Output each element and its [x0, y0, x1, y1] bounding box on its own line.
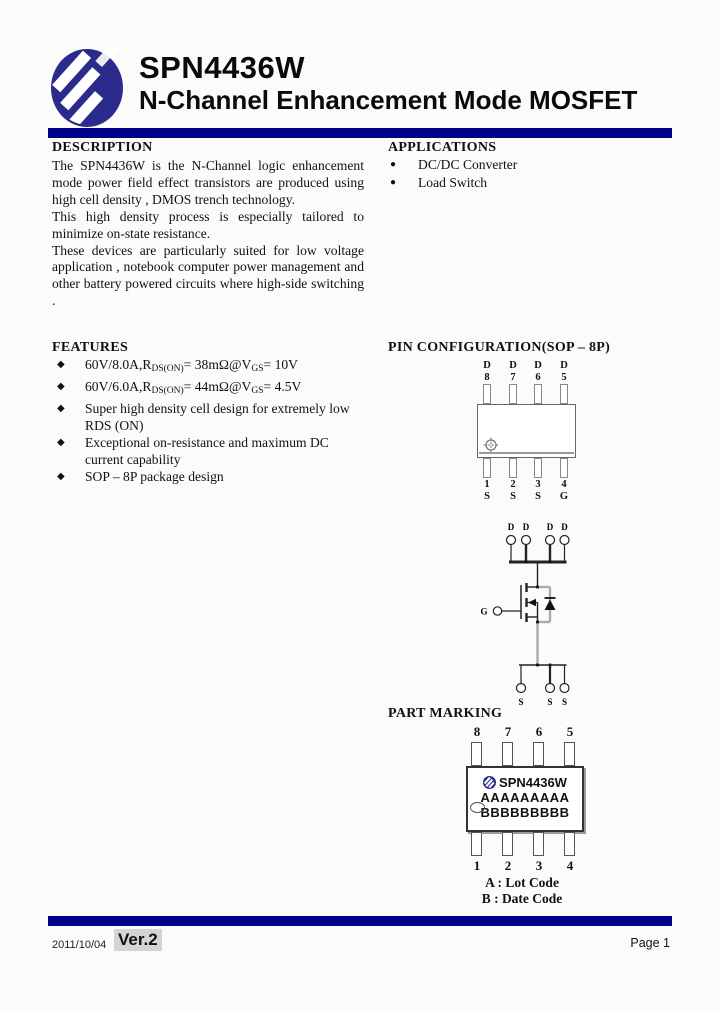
footer-divider-bar [48, 916, 672, 926]
feature-label: Super high density cell design for extremely low RDS (ON) [85, 401, 350, 433]
description-paragraph: These devices are particularly suited for low voltage application , notebook computer power management and other battery powered circuits where high-side switching . [52, 242, 364, 309]
legend-date-code: B : Date Code [481, 891, 563, 906]
pin-stub [560, 458, 568, 478]
circle-bullet-icon: ● [390, 159, 397, 170]
legend-lot-code: A : Lot Code [485, 875, 559, 890]
svg-text:S: S [547, 697, 553, 707]
marking-logo-icon [483, 776, 496, 789]
pin-label: S [510, 491, 516, 502]
pin-number: 7 [504, 724, 512, 739]
pin-number: 1 [484, 479, 490, 490]
svg-text:S: S [561, 697, 568, 707]
pin-number: 2 [510, 479, 516, 490]
pin-label: D [483, 360, 491, 371]
diamond-bullet-icon: ◆ [57, 437, 65, 448]
pin-number: 6 [535, 372, 541, 383]
diamond-bullet-icon: ◆ [57, 381, 65, 392]
feature-item [52, 356, 367, 378]
pin-stub [509, 458, 517, 478]
svg-text:D: D [507, 522, 515, 532]
description-paragraph: The SPN4436W is the N-Channel logic enhancement mode power field effect transistors are produced using high cell density , DMOS trench technology. [52, 158, 364, 207]
footer-date: 2011/10/04 [52, 939, 107, 951]
diamond-bullet-icon: ◆ [57, 471, 65, 482]
pin-number: 4 [566, 858, 574, 873]
application-label: DC/DC Converter [418, 157, 518, 172]
feature-item [52, 400, 367, 434]
pin-label: D [560, 360, 568, 371]
pin-label: G [559, 491, 569, 502]
feature-label: SOP – 8P package design [85, 469, 224, 484]
pin-stub [564, 742, 575, 766]
svg-text:G: G [480, 606, 488, 617]
diamond-bullet-icon: ◆ [57, 359, 65, 370]
pin-label: D [534, 360, 542, 371]
diamond-bullet-icon: ◆ [57, 403, 65, 414]
marking-lot-code-row: AAAAAAAAA [480, 790, 570, 805]
pin-stub [534, 384, 542, 404]
pin-label: S [535, 491, 541, 502]
description-body [52, 158, 364, 310]
pin-stub [564, 832, 575, 856]
application-item [390, 156, 670, 174]
pin-number: 8 [473, 724, 481, 739]
pin-number: 3 [535, 479, 541, 490]
svg-text:D: D [522, 522, 530, 532]
company-logo-icon [50, 48, 124, 128]
header-divider-bar [48, 128, 672, 138]
svg-text:D: D [546, 522, 554, 532]
pin-stub [502, 832, 513, 856]
description-paragraph: This high density process is especially tailored to minimize on-state resistance. [52, 208, 364, 241]
pin-stub [509, 384, 517, 404]
pin-stub [471, 742, 482, 766]
features-heading: FEATURES [52, 340, 129, 355]
feature-label: Exceptional on-resistance and maximum DC current capability [85, 435, 329, 467]
pin-number: 5 [566, 724, 574, 739]
pin-stub [533, 742, 544, 766]
feature-label: $60V/8.0A,R_{DS(ON)}=$ $38m\Omega@V_{GS}= 10V$ [85, 357, 298, 374]
applications-heading: APPLICATIONS [388, 140, 497, 155]
mosfet-schematic [440, 512, 690, 710]
svg-text:S: S [518, 697, 524, 707]
pin-stub [471, 832, 482, 856]
feature-item [52, 434, 367, 468]
pin-number: 7 [510, 372, 516, 383]
pin-number: 1 [473, 858, 481, 873]
part-marking-heading: PART MARKING [388, 706, 503, 721]
pin1-crosshair-icon [483, 437, 499, 453]
pin-number: 8 [484, 372, 490, 383]
pin-number: 3 [535, 858, 543, 873]
features-list [52, 356, 367, 485]
pin-label: D [509, 360, 517, 371]
pin-number: 5 [561, 372, 567, 383]
pin-stub [483, 384, 491, 404]
pin-number: 6 [535, 724, 543, 739]
pin1-dimple-icon [470, 802, 485, 813]
application-item [390, 174, 670, 192]
feature-item [52, 378, 367, 400]
pin-stub [533, 832, 544, 856]
marking-date-code-row: BBBBBBBBB [480, 805, 570, 820]
marking-line1 [483, 775, 567, 790]
footer-page-number: Page 1 [630, 936, 670, 950]
page-title-part-number: SPN4436W [139, 50, 305, 85]
pin-stub [502, 742, 513, 766]
feature-label: $60V/6.0A,R_{DS(ON)}=$ $44m\Omega@V_{GS}= 4.5V$ [85, 379, 302, 396]
package-body [466, 766, 584, 832]
application-label: Load Switch [418, 174, 488, 190]
applications-list [390, 156, 670, 191]
description-heading: DESCRIPTION [52, 140, 153, 155]
pin-label: S [484, 491, 490, 502]
pin-configuration-heading: PIN CONFIGURATION(SOP – 8P) [388, 340, 611, 355]
pin-stub [534, 458, 542, 478]
page-subtitle: N-Channel Enhancement Mode MOSFET [139, 85, 638, 115]
svg-text:D: D [561, 522, 568, 532]
circle-bullet-icon: ● [390, 176, 397, 188]
footer-version-badge: Ver.2 [114, 929, 162, 951]
pin-stub [560, 384, 568, 404]
pin-stub [483, 458, 491, 478]
pin-number: 4 [561, 479, 567, 490]
marking-part-number: SPN4436W [499, 775, 567, 790]
pin-number: 2 [504, 858, 512, 873]
feature-item [52, 468, 367, 485]
